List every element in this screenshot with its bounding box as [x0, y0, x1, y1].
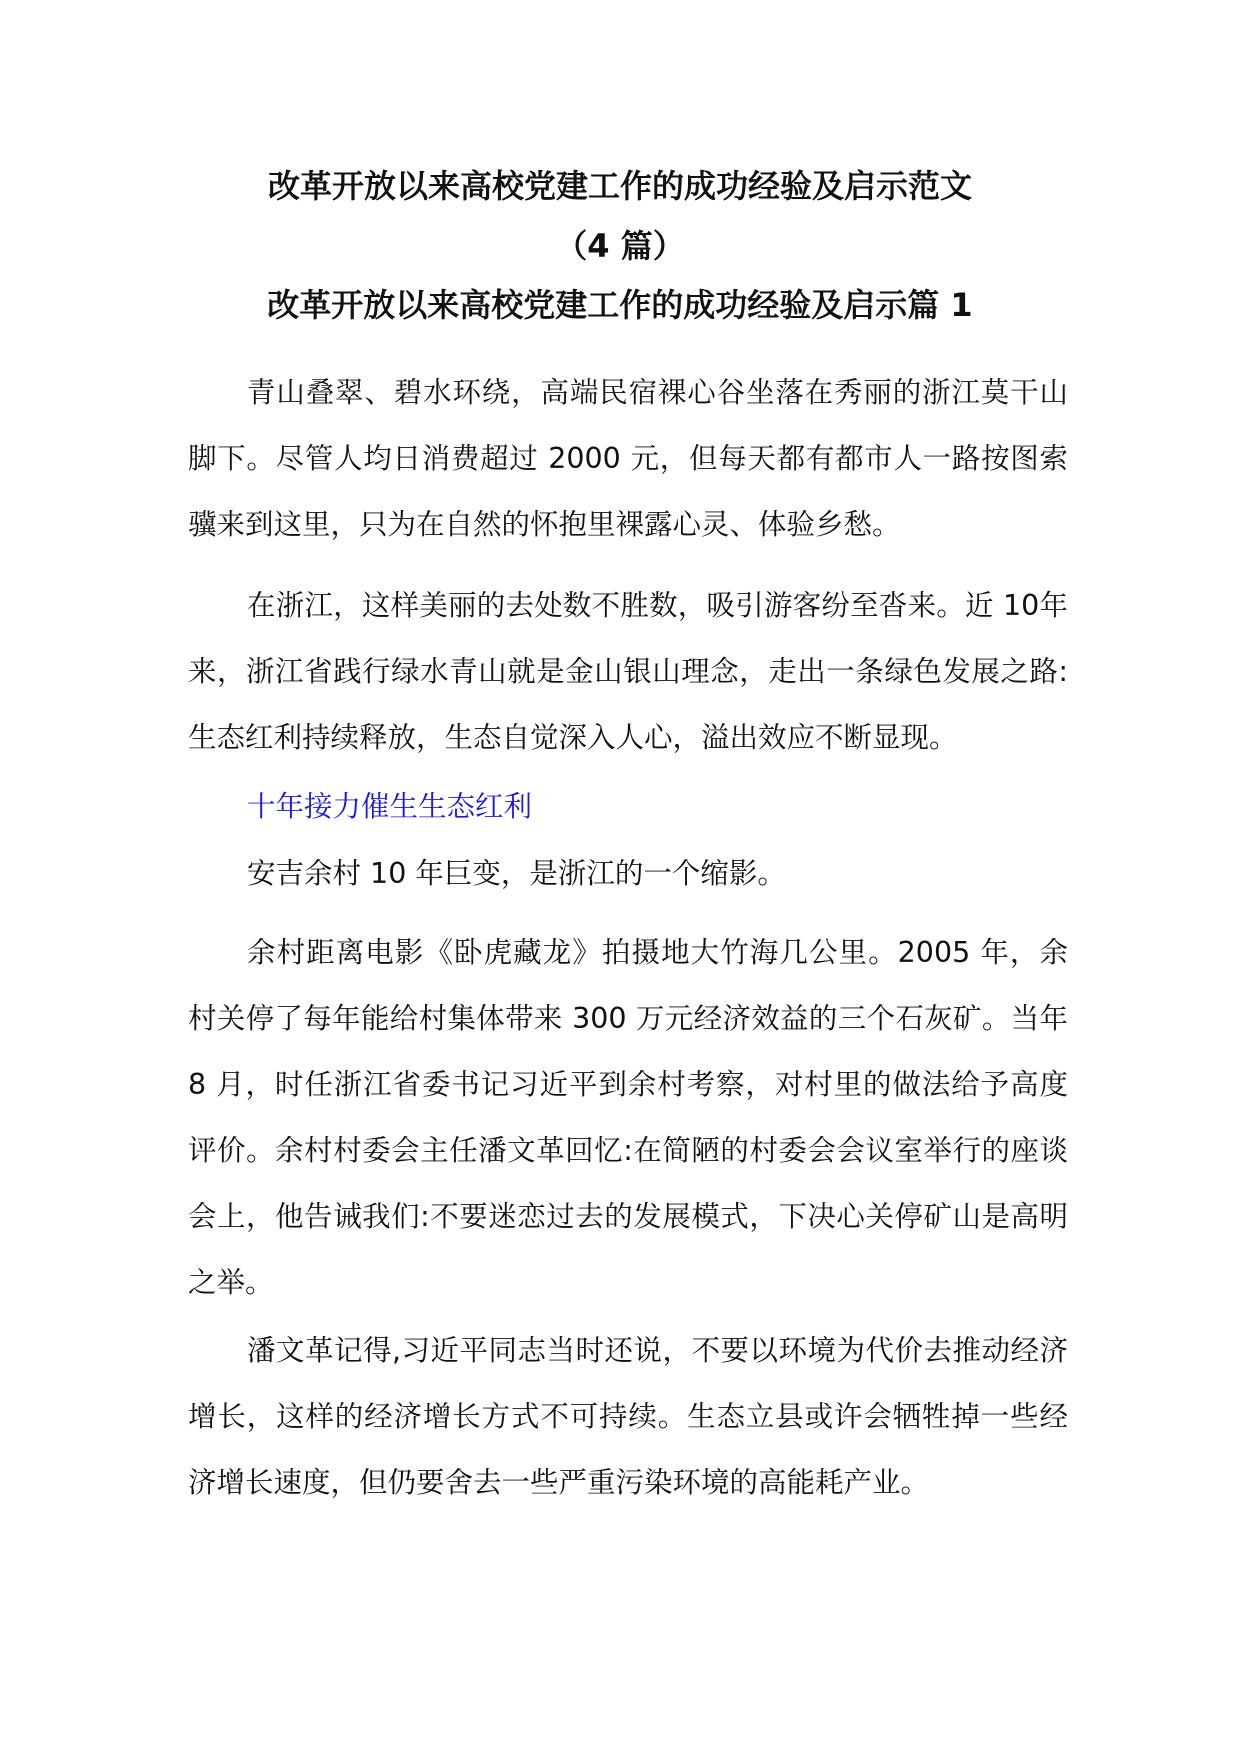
paragraph-2: 在浙江，这样美丽的去处数不胜数，吸引游客纷至沓来。近 10年来，浙江省践行绿水青山就是金山银山理念，走出一条绿色发展之路:生态红利持续释放，生态自觉深入人心，溢出效应不断显现。 — [188, 589, 1068, 754]
document-title: 改革开放以来高校党建工作的成功经验及启示范文 — [267, 167, 972, 205]
paragraph-1: 青山叠翠、碧水环绕，高端民宿裸心谷坐落在秀丽的浙江莫干山脚下。尽管人均日消费超过 2000 元，但每天都有都市人一路按图索骥来到这里，只为在自然的怀抱里裸露心灵、体验乡愁。 — [188, 376, 1068, 541]
section-heading-link[interactable]: 十年接力催生生态红利 — [247, 790, 533, 823]
paragraph-3: 安吉余村 10 年巨变，是浙江的一个缩影。 — [247, 857, 786, 890]
paragraph-4: 余村距离电影《卧虎藏龙》拍摄地大竹海几公里。2005 年，余村关停了每年能给村集体带来 300 万元经济效益的三个石灰矿。当年 8 月，时任浙江省委书记习近平到余村考察，对村里的做法给予高度评价。余村村委会主任潘文革回忆:在简陋的村委会会议室举行的座谈会上，他告诫我们:不要迷恋过去的发展模式，下决心关停矿山是高明之举。 — [188, 936, 1068, 1299]
paragraph-5: 潘文革记得,习近平同志当时还说，不要以环境为代价去推动经济增长，这样的经济增长方式不可持续。生态立县或许会牺牲掉一些经济增长速度，但仍要舍去一些严重污染环境的高能耗产业。 — [188, 1334, 1068, 1499]
document-title-count: （4 篇） — [555, 227, 685, 265]
article-subtitle: 改革开放以来高校党建工作的成功经验及启示篇 1 — [267, 286, 973, 324]
